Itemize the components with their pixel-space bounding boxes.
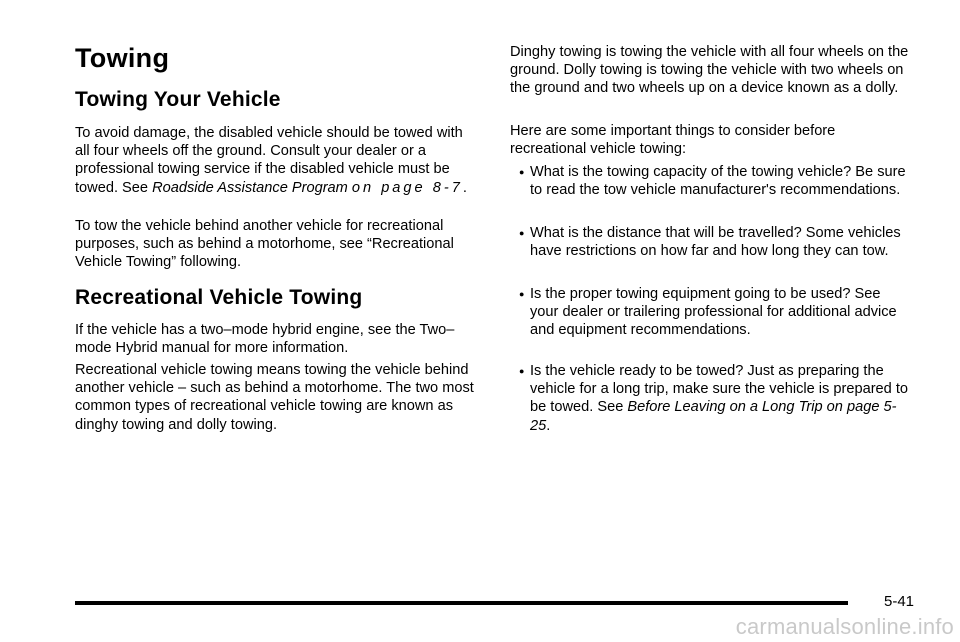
list-item-text: Is the vehicle ready to be towed? Just as preparing the vehicle for a long trip, make sure the vehicle is prepared to be towed. See [530,363,909,416]
list-item-text: What is the distance that will be travelled? Some vehicles have restrictions on how far and how long they can tow. [530,225,901,260]
paragraph-dinghy-dolly: Dinghy towing is towing the vehicle with all four wheels on the ground. Dolly towing is towing the vehicle with two wheels on the ground and two wheels up on a device known as a dolly. [510,44,909,97]
bullet-icon: ● [519,167,525,177]
list-item [510,224,910,260]
page-number: 5-41 [884,593,915,610]
list-item-text: What is the towing capacity of the towing vehicle? Be sure to read the tow vehicle manufacturer's recommendations. [530,164,906,199]
roadside-assistance-link[interactable]: Roadside Assistance Program [152,179,348,196]
watermark: carmanualsonline.info [735,614,954,639]
list-item [510,285,910,340]
bullet-icon: ● [519,228,525,238]
paragraph-recreational-purposes: To tow the vehicle behind another vehicle for recreational purposes, such as behind a motorhome, see “Recreational Vehicle Towing” following. [75,218,454,271]
list-item [510,163,910,199]
section-heading-recreational-vehicle-towing: Recreational Vehicle Towing [75,286,363,309]
paragraph-rv-towing-definition: Recreational vehicle towing means towing the vehicle behind another vehicle – such as behind a motorhome. The two most common types of recreational vehicle towing are known as dinghy towing and dolly towing. [75,362,474,433]
paragraph-text: To avoid damage, the disabled vehicle should be towed with all four wheels off the ground. Consult your dealer or a professional towing service if the disabled vehicle must be towed. See [75,125,463,196]
before-leaving-link[interactable]: Before Leaving on a Long Trip on page 5-25 [530,399,897,434]
paragraph-end: . [462,179,467,196]
paragraph-hybrid-engine: If the vehicle has a two–mode hybrid engine, see the Two–mode Hybrid manual for more information. [75,322,455,357]
roadside-assistance-page-ref[interactable]: on page 8-7 [351,179,463,196]
paragraph-avoid-damage [75,124,480,197]
footer-rule [75,601,848,605]
list-item-end: . [546,417,551,434]
bullet-icon: ● [519,366,525,376]
section-heading-towing-your-vehicle: Towing Your Vehicle [75,88,281,111]
page-title: Towing [75,43,170,73]
list-item-text: Is the proper towing equipment going to be used? See your dealer or trailering professional for additional advice and equipment recommendations. [530,286,897,339]
paragraph-considerations: Here are some important things to consider before recreational vehicle towing: [510,123,836,158]
list-item [510,362,910,435]
bullet-icon: ● [519,289,525,299]
